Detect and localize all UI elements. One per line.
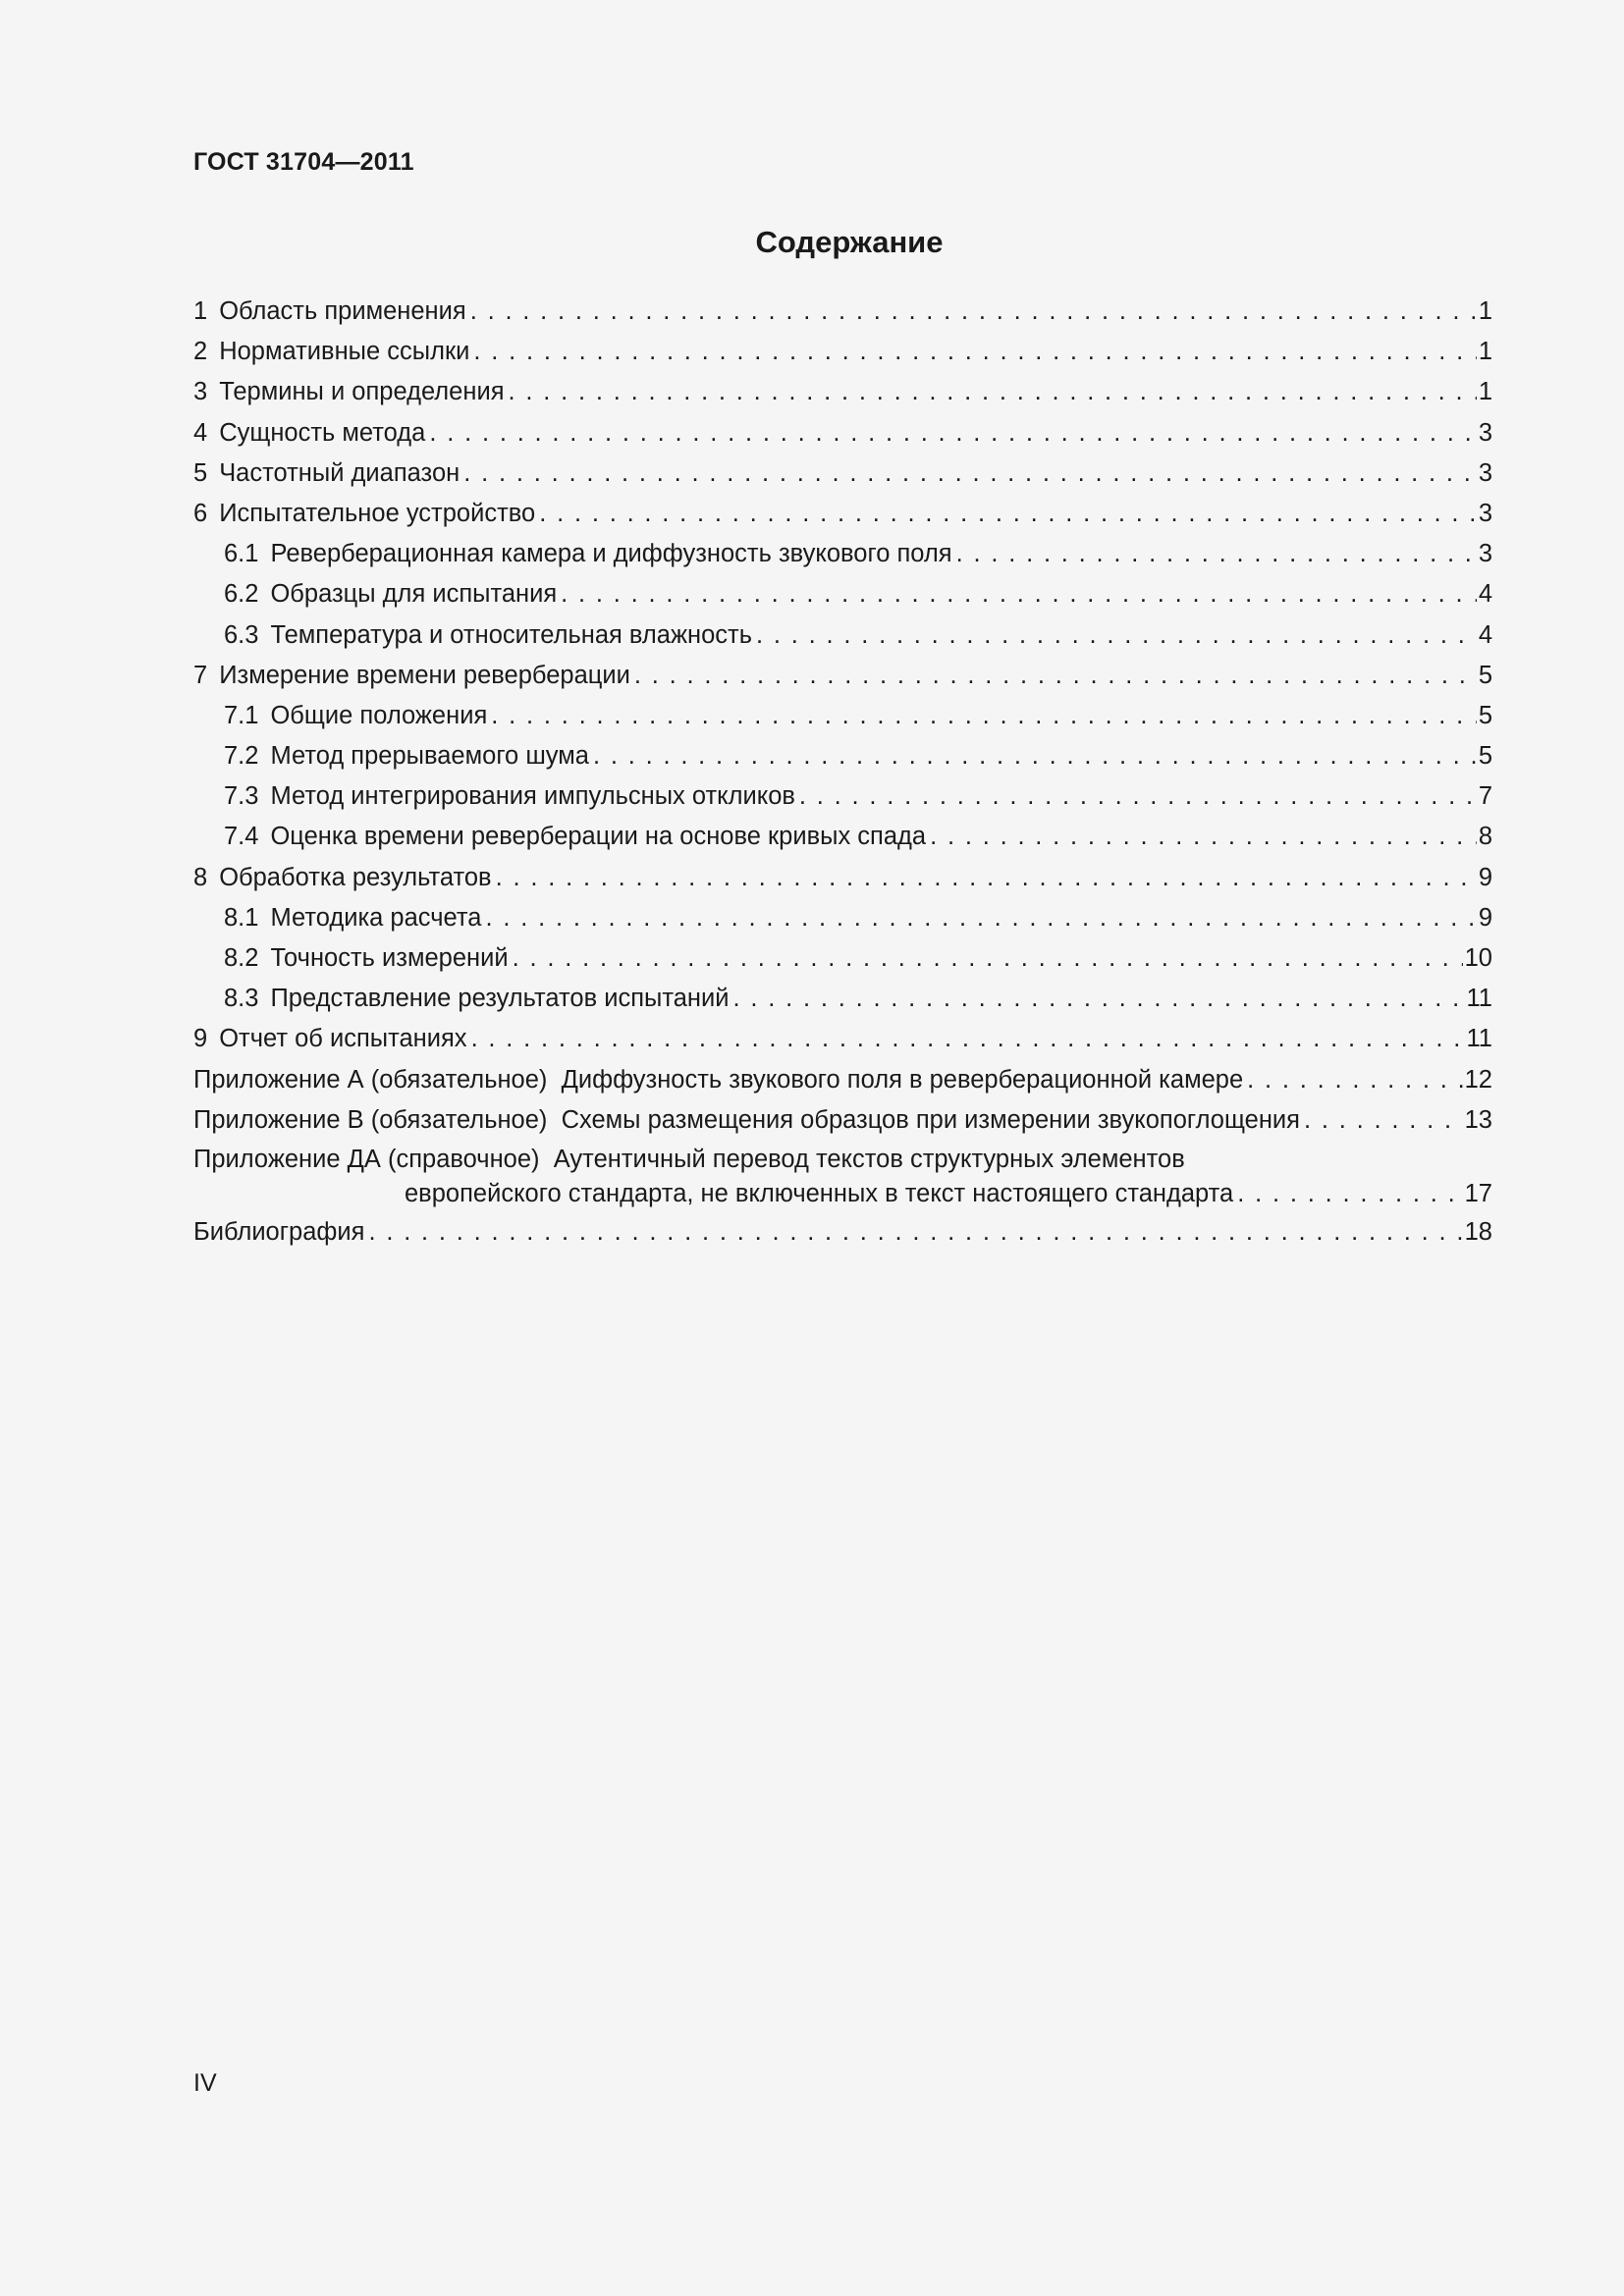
dot-leader: [1247, 1060, 1462, 1100]
toc-entry-page: 1: [1478, 297, 1492, 325]
dot-leader: [930, 817, 1477, 857]
toc-entry-label: Реверберационная камера и диффузность звукового поля: [270, 540, 952, 568]
toc-entry-number: 7.1: [224, 701, 259, 729]
toc-entry-number: 6.2: [224, 580, 259, 609]
toc-entry-label: Приложение ДА (справочное) Аутентичный перевод текстов структурных элементов: [193, 1145, 1185, 1173]
toc-entry-number: 4: [193, 418, 208, 447]
dot-leader: [956, 534, 1477, 574]
page-number: IV: [193, 2069, 217, 2097]
toc-entry-label: Общие положения: [270, 701, 488, 729]
toc-entry-8-1[interactable]: [193, 898, 1492, 938]
toc-entry-label: Сущность метода: [219, 418, 426, 447]
toc-entry-8-3[interactable]: [193, 979, 1492, 1019]
dot-leader: [593, 736, 1477, 776]
document-code: ГОСТ 31704—2011: [193, 148, 414, 176]
toc-annex-b[interactable]: [193, 1100, 1492, 1141]
dot-leader: [1237, 1175, 1462, 1212]
dot-leader: [561, 574, 1477, 614]
toc-entry-number: 7.3: [224, 782, 259, 811]
toc-entry-label: Образцы для испытания: [270, 580, 558, 609]
toc-entry-label: Метод прерываемого шума: [270, 742, 589, 771]
table-of-contents: [193, 292, 1492, 1253]
toc-entry-7-3[interactable]: [193, 776, 1492, 817]
dot-leader: [509, 372, 1477, 412]
toc-annex-da[interactable]: [193, 1145, 1492, 1212]
toc-entry-page: 3: [1478, 418, 1492, 447]
toc-annex-a[interactable]: [193, 1060, 1492, 1100]
toc-entry-number: 8.3: [224, 985, 259, 1013]
toc-entry-1[interactable]: [193, 292, 1492, 332]
toc-entry-page: 5: [1478, 661, 1492, 689]
toc-entry-number: 6: [193, 499, 208, 527]
toc-entry-page: 12: [1464, 1065, 1492, 1094]
toc-entry-7-4[interactable]: [193, 817, 1492, 857]
dot-leader: [368, 1212, 1462, 1253]
toc-entry-page: 3: [1478, 458, 1492, 487]
dot-leader: [485, 898, 1476, 938]
toc-entry-label-continuation: европейского стандарта, не включенных в текст настоящего стандарта: [405, 1179, 1234, 1207]
toc-entry-label: Область применения: [219, 297, 466, 325]
dot-leader: [463, 454, 1477, 494]
toc-entry-label: Термины и определения: [219, 378, 505, 406]
toc-entry-page: 13: [1464, 1105, 1492, 1134]
dot-leader: [491, 696, 1477, 736]
toc-entry-number: 8: [193, 863, 208, 891]
toc-entry-number: 6.1: [224, 540, 259, 568]
toc-entry-6-1[interactable]: [193, 534, 1492, 574]
toc-entry-page: 5: [1478, 742, 1492, 771]
dot-leader: [429, 413, 1476, 454]
toc-entry-label: Испытательное устройство: [219, 499, 536, 527]
dot-leader: [1304, 1100, 1463, 1141]
toc-entry-3[interactable]: [193, 372, 1492, 412]
toc-entry-page: 9: [1478, 863, 1492, 891]
toc-annex-da-line-1: [193, 1145, 1492, 1175]
toc-entry-number: 7.2: [224, 742, 259, 771]
toc-entry-label: Методика расчета: [270, 903, 482, 932]
toc-entry-label: Точность измерений: [270, 944, 509, 972]
toc-entry-label: Библиография: [193, 1217, 365, 1246]
toc-entry-number: 6.3: [224, 620, 259, 649]
toc-entry-8-2[interactable]: [193, 938, 1492, 979]
toc-entry-4[interactable]: [193, 413, 1492, 454]
toc-entry-number: 1: [193, 297, 208, 325]
toc-entry-label: Метод интегрирования импульсных откликов: [270, 782, 795, 811]
toc-bibliography[interactable]: [193, 1212, 1492, 1253]
toc-annex-da-line-2: [193, 1175, 1492, 1212]
toc-entry-label: Температура и относительная влажность: [270, 620, 752, 649]
toc-entry-page: 5: [1478, 701, 1492, 729]
toc-entry-label: Представление результатов испытаний: [270, 985, 730, 1013]
toc-entry-5[interactable]: [193, 454, 1492, 494]
toc-entry-page: 9: [1478, 903, 1492, 932]
dot-leader: [539, 494, 1477, 534]
toc-entry-6-2[interactable]: [193, 574, 1492, 614]
toc-entry-2[interactable]: [193, 332, 1492, 372]
toc-entry-label: Нормативные ссылки: [219, 338, 470, 366]
toc-entry-label: Оценка времени реверберации на основе кривых спада: [270, 823, 927, 851]
toc-entry-number: 7.4: [224, 823, 259, 851]
dot-leader: [634, 656, 1477, 696]
toc-entry-label: Приложение В (обязательное) Схемы размещения образцов при измерении звукопоглощения: [193, 1105, 1300, 1134]
toc-entry-8[interactable]: [193, 858, 1492, 898]
toc-entry-page: 3: [1478, 540, 1492, 568]
toc-entry-number: 2: [193, 338, 208, 366]
toc-entry-page: 3: [1478, 499, 1492, 527]
toc-entry-number: 7: [193, 661, 208, 689]
dot-leader: [756, 615, 1477, 656]
dot-leader: [513, 938, 1463, 979]
toc-entry-label: Измерение времени реверберации: [219, 661, 630, 689]
toc-entry-6-3[interactable]: [193, 615, 1492, 656]
toc-entry-7[interactable]: [193, 656, 1492, 696]
toc-entry-page: 11: [1466, 1025, 1492, 1053]
dot-leader: [799, 776, 1477, 817]
dot-leader: [732, 979, 1464, 1019]
toc-entry-number: 9: [193, 1025, 208, 1053]
toc-entry-page: 4: [1478, 580, 1492, 609]
toc-entry-page: 1: [1478, 378, 1492, 406]
toc-entry-label: Приложение А (обязательное) Диффузность звукового поля в реверберационной камере: [193, 1065, 1244, 1094]
toc-entry-page: 8: [1478, 823, 1492, 851]
toc-entry-7-1[interactable]: [193, 696, 1492, 736]
toc-title: Содержание: [755, 225, 944, 259]
toc-entry-label: Отчет об испытаниях: [219, 1025, 467, 1053]
dot-leader: [470, 292, 1477, 332]
toc-entry-page: 10: [1464, 944, 1492, 972]
toc-entry-page: 17: [1464, 1179, 1492, 1207]
toc-entry-page: 1: [1478, 338, 1492, 366]
toc-entry-number: 3: [193, 378, 208, 406]
toc-entry-page: 11: [1466, 985, 1492, 1013]
toc-entry-7-2[interactable]: [193, 736, 1492, 776]
dot-leader: [473, 332, 1476, 372]
toc-entry-number: 5: [193, 458, 208, 487]
toc-entry-number: 8.2: [224, 944, 259, 972]
dot-leader: [496, 858, 1477, 898]
toc-entry-label: Обработка результатов: [219, 863, 492, 891]
toc-entry-page: 4: [1478, 620, 1492, 649]
toc-entry-page: 18: [1464, 1217, 1492, 1246]
toc-entry-page: 7: [1478, 782, 1492, 811]
toc-entry-9[interactable]: [193, 1019, 1492, 1059]
toc-entry-6[interactable]: [193, 494, 1492, 534]
toc-entry-number: 8.1: [224, 903, 259, 932]
dot-leader: [471, 1019, 1465, 1059]
toc-entry-label: Частотный диапазон: [219, 458, 460, 487]
